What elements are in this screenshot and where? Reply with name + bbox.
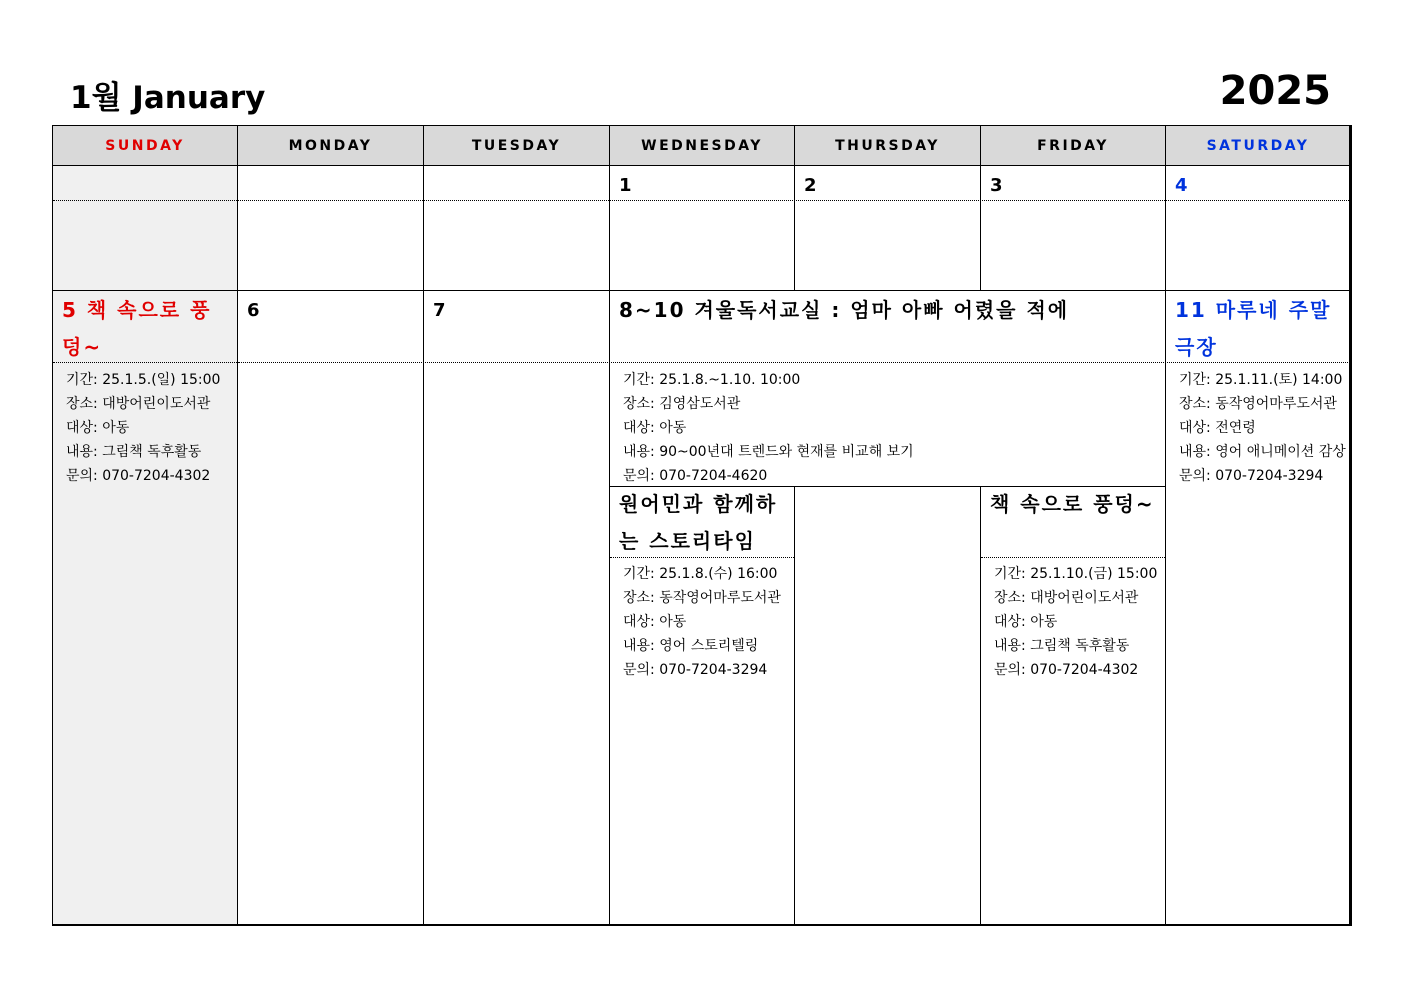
divider bbox=[53, 200, 1349, 201]
weekday-monday: MONDAY bbox=[237, 125, 424, 166]
event-cell-book-splash bbox=[980, 486, 1166, 925]
event-details: 기간: 25.1.8.(수) 16:00 장소: 동작영어마루도서관 대상: 아동 내용: 영어 스토리텔링 문의: 070-7204-3294 bbox=[623, 566, 781, 678]
day-cell-empty bbox=[237, 165, 424, 291]
day-cell-2 bbox=[794, 165, 981, 291]
event-title: 책 속으로 풍덩~ bbox=[990, 492, 1155, 516]
table-edge bbox=[52, 924, 1352, 926]
event-details: 기간: 25.1.5.(일) 15:00 장소: 대방어린이도서관 대상: 아동 내용: 그림책 독후활동 문의: 070-7204-4302 bbox=[66, 372, 221, 484]
event-title: 원어민과 함께하는 스토리타임 bbox=[619, 492, 778, 553]
day-cell-5 bbox=[52, 290, 238, 925]
day-cell-empty bbox=[423, 165, 610, 291]
day-cell-1 bbox=[609, 165, 795, 291]
weekday-thursday: THURSDAY bbox=[794, 125, 981, 166]
day-cell-3 bbox=[980, 165, 1166, 291]
divider bbox=[981, 557, 1165, 558]
day-cell-7 bbox=[423, 290, 610, 925]
day-number: 3 bbox=[990, 175, 1003, 196]
event-cell-winter-reading bbox=[609, 290, 1166, 487]
event-title: 11 마루네 주말극장 bbox=[1175, 298, 1332, 359]
divider bbox=[238, 362, 1350, 363]
day-number: 4 bbox=[1175, 175, 1188, 196]
day-number: 7 bbox=[433, 300, 446, 321]
event-details: 기간: 25.1.11.(토) 14:00 장소: 동작영어마루도서관 대상: 전연령 내용: 영어 애니메이션 감상 문의: 070-7204-3294 bbox=[1179, 372, 1346, 484]
day-number: 6 bbox=[247, 300, 260, 321]
day-number: 2 bbox=[804, 175, 817, 196]
day-cell-11 bbox=[1165, 290, 1351, 925]
event-title: 5 책 속으로 풍덩~ bbox=[62, 298, 212, 359]
weekday-tuesday: TUESDAY bbox=[423, 125, 610, 166]
day-cell-empty bbox=[52, 165, 238, 291]
year-title: 2025 bbox=[1219, 68, 1331, 114]
weekday-sunday: SUNDAY bbox=[52, 125, 238, 166]
divider bbox=[610, 557, 794, 558]
event-details: 기간: 25.1.8.~1.10. 10:00 장소: 김영삼도서관 대상: 아동 내용: 90~00년대 트렌드와 현재를 비교해 보기 문의: 070-7204-4620 bbox=[623, 372, 914, 484]
weekday-wednesday: WEDNESDAY bbox=[609, 125, 795, 166]
day-cell-4 bbox=[1165, 165, 1351, 291]
weekday-friday: FRIDAY bbox=[980, 125, 1166, 166]
table-edge bbox=[1349, 125, 1352, 926]
day-cell-9-lower bbox=[794, 486, 981, 925]
month-title: 1월 January bbox=[70, 80, 266, 116]
day-number: 1 bbox=[619, 175, 632, 196]
calendar-grid bbox=[52, 125, 1351, 925]
event-title: 8~10 겨울독서교실 : 엄마 아빠 어렸을 적에 bbox=[619, 298, 1070, 322]
event-details: 기간: 25.1.10.(금) 15:00 장소: 대방어린이도서관 대상: 아동 내용: 그림책 독후활동 문의: 070-7204-4302 bbox=[994, 566, 1158, 678]
day-cell-6 bbox=[237, 290, 424, 925]
weekday-saturday: SATURDAY bbox=[1165, 125, 1351, 166]
divider bbox=[53, 362, 237, 363]
event-cell-storytime bbox=[609, 486, 795, 925]
